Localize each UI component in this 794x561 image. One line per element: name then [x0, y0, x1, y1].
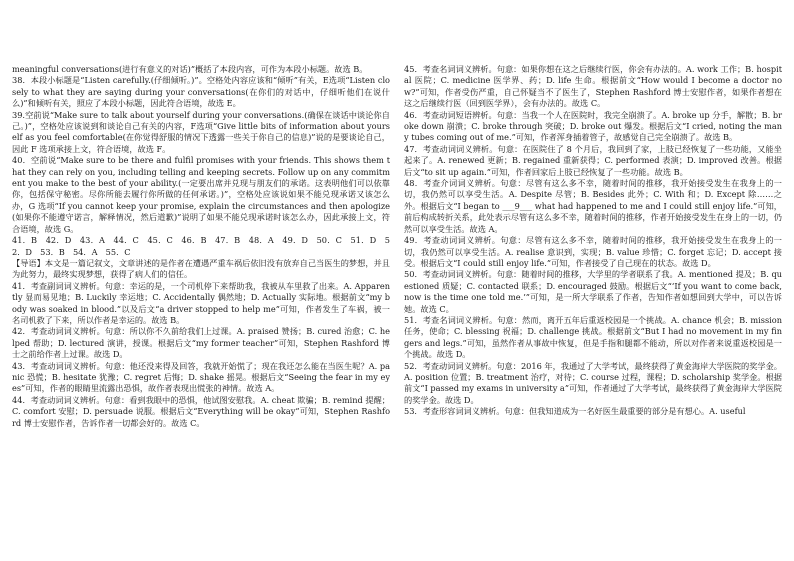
paragraph: 53．考查形容词词义辨析。句意：但我知道成为一名好医生最重要的部分是有想心。A. useful — [404, 406, 746, 417]
paragraph: meaningful conversations(进行有意义的对话)”概括了本段内容，可作为本段小标题。故选 B。 — [12, 64, 368, 74]
paragraph: 44．考查动词词义辨析。句意：看到我眼中的恐惧，他试图安慰我。A. cheat 欺骗；B. remind 提醒；C. comfort 安慰；D. persuade 说服。根据后文“Everything will be okay”可知，Stephen Rashford 博士安慰作者，告诉作者一切都会好的。故选 C。 — [12, 394, 390, 428]
paragraph: 40．空前说“Make sure to be there and fulfil promises with your friends. This shows them that they can rely on you, including telling and keeping secrets. Follow up on any commitment you make to the best of your ability.(一定要出席并兑现与朋友们的承诺。这表明他们可以依靠你，包括保守秘密。尽你所能去履行你所做的任何承诺。)”，空格处应该说如果不能兑现承诺又该怎么办，G 选项“If you cannot keep your promise, explain the circumstances and then apologize(如果你不能遵守诺言，解释情况，然后道歉)”说明了如果不能兑现承诺时该怎么办，因此承接上文，符合语境，故选 G。 — [12, 155, 390, 234]
paragraph: 42．考查动词词义辨析。句意：所以你不久前给我们上过课。A. praised 赞扬；B. cured 治愈；C. helped 帮助；D. lectured 演讲，授课。根据后文“my former teacher”可知，Stephen Rashford 博士之前给作者上过课。故选 D。 — [12, 326, 390, 360]
left-column — [12, 64, 390, 429]
paragraph: 43．考查动词词义辨析。句意：他还没来得及回答，我就开始慌了；现在我还怎么能在当医生呢？A. panic 恐慌；B. hesitate 犹豫；C. regret 后悔；D. shake 摇晃。根据后文“Seeing the fear in my eyes”可知，作者的眼睛里流露出恐惧，故作者表现出慌张的神情。故选 A。 — [12, 360, 390, 394]
paragraph: 47．考查动词词义辨析。句意：在医院住了 8 个月后，我回到了家，上肢已经恢复了一些功能，又能坐起来了。A. renewed 更新；B. regained 重新获得；C. performed 表演；D. improved 改善。根据后文“to sit up again.”可知，作者回家后上肢已经恢复了一些功能。故选 B。 — [404, 143, 782, 177]
paragraph: 52．考查动词词义辨析。句意：2016 年，我通过了大学考试，最终获得了黄金海岸大学医院的奖学金。A. position 位置；B. treatment 治疗，对待；C. course 过程，课程；D. scholarship 奖学金。根据前文“I passed my exams in university a”可知，作者通过了大学考试，最终获得了黄金海岸大学医院的奖学金。故选 D。 — [404, 360, 782, 405]
paragraph: 51．考查名词词义辨析。句意：然而，离开五年后重返校园是一个挑战。A. chance 机会；B. mission 任务，使命；C. blessing 祝福；D. challenge 挑战。根据前文“But I had no movement in my fingers and legs.”可知，虽然作者从事故中恢复，但是手指和腿都不能动，所以对作者来说重返校园是一个挑战。故选 D。 — [404, 314, 782, 360]
paragraph: 45．考查名词词义辨析。句意：如果你想在这之后继续行医，你会有办法的。A. work 工作；B. hospital 医院；C. medicine 医学界、药；D. life 生命。根据前文“How would I become a doctor now?”可知，作者受伤严重，自己怀疑当不了医生了，Stephen Rashford 博士安慰作者，如果作者想在这之后继续行医（回到医学界），会有办法的。故选 C。 — [404, 64, 782, 109]
paragraph: 50．考查动词词义辨析。句意：随着时间的推移，大学里的学者联系了我。A. mentioned 提及；B. questioned 质疑；C. contacted 联系；D. encouraged 鼓励。根据后文“‘If you want to come back, now is the time one told me.’”可知，是一所大学联系了作者，告知作者如想回到大学中，可以告诉她。故选 C。 — [404, 269, 782, 314]
paragraph: 46．考查动词短语辨析。句意：当我一个人在医院时，我完全崩溃了。A. broke up 分手，解散；B. broke down 崩溃；C. broke through 突破；D. broke out 爆发。根据后文“I cried, noting the many tubes coming out of me.”可知，作者浑身插着管子，故感觉自己完全崩溃了。故选 B。 — [404, 109, 782, 143]
paragraph: 49．考查动词词义辨析。句意：尽管有这么多不幸，随着时间的推移，我开始接受发生在我身上的一切，我仍然可以享受生活。A. realise 意识到，实现；B. value 珍惜；C. forget 忘记；D. accept 接受。根据后文“I could still enjoy life.”可知，作者接受了自己现在的状态。故选 D。 — [404, 235, 782, 268]
paragraph: 38．本段小标题是“Listen carefully.(仔细倾听。)”。空格处内容应该和“倾听”有关，E选项“Listen closely to what they are saying during your conversations(在你们的对话中，仔细听他们在说什么)”和倾听有关，照应了本段小标题，因此符合语境，故选 E。 — [12, 75, 390, 109]
paragraph: 【导语】本文是一篇记叙文，文章讲述的是作者在遭遇严重车祸后依旧没有放弃自己当医生的梦想，并且为此努力，最终实现梦想，获得了病人们的信任。 — [12, 257, 390, 280]
paragraph: 48．考查介词词义辨析。句意：尽管有这么多不幸，随着时间的推移，我开始接受发生在我身上的一切，我仍然可以享受生活。A. Despite 尽管；B. Besides 此外；C. With 和；D. Except 除……之外。根据后文“I began to ___9___ what had happened to me and I could still enjoy life.”可知，前后构成转折关系，此处表示尽管有这么多不幸，随着时间的推移，作者开始接受发生在身上的一切，仍然可以享受生活。故选 A。 — [404, 178, 782, 234]
paragraph: 39.空前说“Make sure to talk about yourself during your conversations.(确保在谈话中谈论你自己。)”，空格处应该说到和谈论自己有关的内容，F选项“Give little bits of information about yourself as you feel comfortable(在你觉得舒服的情况下透露一些关于你自己的信息)”说的是要谈论自己，因此 F 选项承接上文，符合语境，故选 F。 — [12, 109, 390, 154]
paragraph: 41．考查副词词义辨析。句意：幸运的是，一个司机停下来帮助我，我被从车里救了出来。A. Apparently 显而易见地；B. Luckily 幸运地；C. Accidentally 偶然地；D. Actually 实际地。根据前文“my body was soaked in blood.”以及后文“a driver stopped to help me”可知，作者发生了车祸，被一名司机救了下来，所以作者是幸运的。故选 B。 — [12, 280, 390, 325]
right-column — [404, 64, 782, 418]
answer-key: 41．B 42．D 43．A 44．C 45．C 46．B 47．B 48．A 49．D 50．C 51．D 52．D 53．B 54．A 55．C — [12, 235, 390, 257]
